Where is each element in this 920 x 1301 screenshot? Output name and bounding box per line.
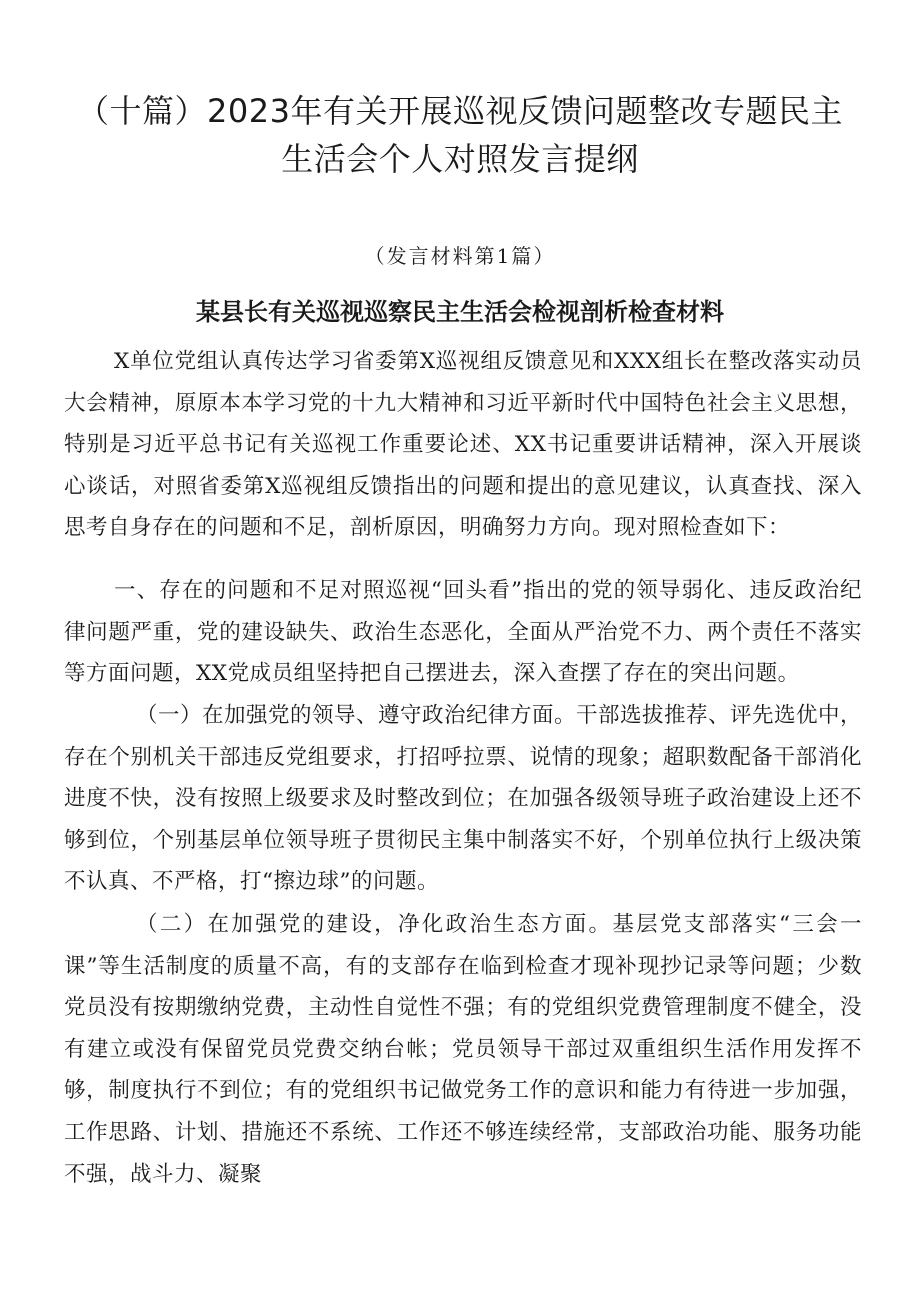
body-paragraph-2: 一、存在的问题和不足对照巡视“回头看”指出的党的领导弱化、违反政治纪律问题严重，党的建设缺失、政治生态恶化，全面从严治党不力、两个责任不落实等方面问题，XX党成员组坚持把自己摆进去，深入查摆了存在的突出问题。 xyxy=(64,578,862,687)
body-paragraph-4: （二）在加强党的建设，净化政治生态方面。基层党支部落实“三会一课”等生活制度的质量不高，有的支部存在临到检查才现补现抄记录等问题；少数党员没有按期缴纳党费，主动性自觉性不强；有的党组织党费管理制度不健全，没有建立或没有保留党员党费交纳台帐；党员领导干部过双重组织生活作用发挥不够，制度执行不到位；有的党组织书记做党务工作的意识和能力有待进一步加强，工作思路、计划、措施还不系统、工作还不够连续经常，支部政治功能、服务功能不强，战斗力、凝聚 xyxy=(64,912,862,1187)
body-paragraph-3: （一）在加强党的领导、遵守政治纪律方面。干部选拔推荐、评先选优中，存在个别机关干部违反党组要求，打招呼拉票、说情的现象；超职数配备干部消化进度不快，没有按照上级要求及时整改到位；在加强各级领导班子政治建设上还不够到位，个别基层单位领导班子贯彻民主集中制落实不好，个别单位执行上级决策不认真、不严格，打“擦边球”的问题。 xyxy=(64,703,863,895)
document-title-line-1: （十篇）2023年有关开展巡视反馈问题整改专题民主 xyxy=(77,92,843,130)
document-title-line-2: 生活会个人对照发言提纲 xyxy=(281,140,639,178)
section-heading: 某县长有关巡视巡察民主生活会检视剖析检查材料 xyxy=(196,298,724,326)
material-subtitle: （发言材料第1篇） xyxy=(364,244,556,268)
body-paragraph-1: X单位党组认真传达学习省委第X巡视组反馈意见和XXX组长在整改落实动员大会精神，原原本本学习党的十九大精神和习近平新时代中国特色社会主义思想，特别是习近平总书记有关巡视工作重要论述、XX书记重要讲话精神，深入开展谈心谈话，对照省委第X巡视组反馈指出的问题和提出的意见建议，认真查找、深入思考自身存在的问题和不足，剖析原因，明确努力方向。现对照检查如下： xyxy=(64,349,862,541)
